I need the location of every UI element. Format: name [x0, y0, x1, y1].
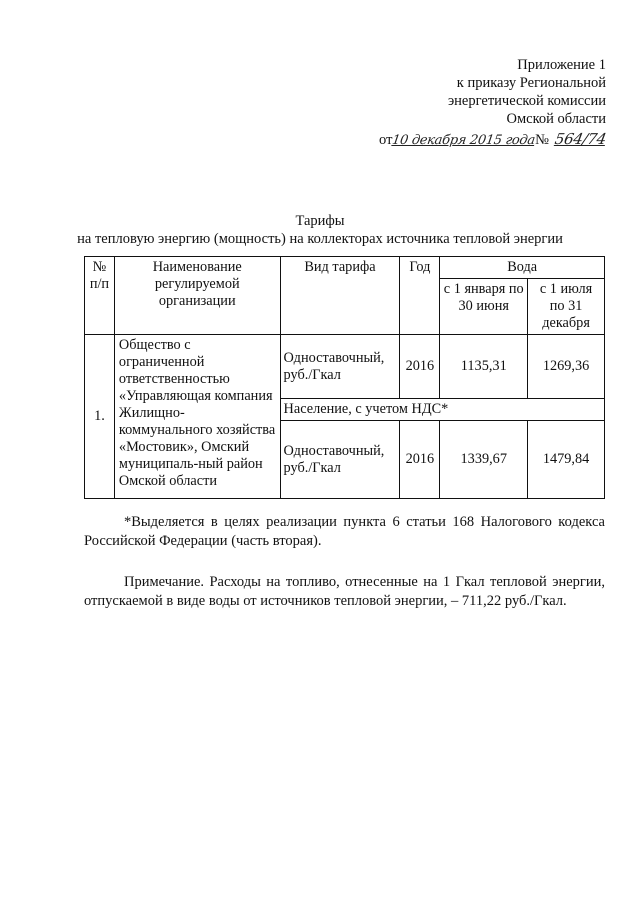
- appendix-line-1: Приложение 1: [517, 57, 606, 73]
- header-kind: Вид тарифа: [280, 257, 400, 335]
- row-org: Общество с ограниченной ответственностью «Управляющая компания Жилищно-коммунального хозяйства «Мостовик», Омский муниципаль-ный район Омской области: [114, 335, 280, 499]
- number-label: №: [535, 132, 550, 148]
- document-title: [0, 212, 640, 248]
- notes-block: [84, 513, 605, 623]
- appendix-line-4: Омской области: [506, 111, 606, 127]
- population-note: Население, с учетом НДС*: [280, 399, 604, 421]
- tariff-1-kind: Одноставочный, руб./Гкал: [280, 335, 400, 399]
- header-year: Год: [400, 257, 440, 335]
- tariff-1-period-2: 1269,36: [528, 335, 605, 399]
- handwritten-date: 10 декабря 2015 года: [391, 133, 537, 148]
- appendix-line-3: энергетической комиссии: [447, 93, 606, 109]
- tariff-1-year: 2016: [400, 335, 440, 399]
- title-line-2: на тепловую энергию (мощность) на коллекторах источника тепловой энергии: [77, 231, 563, 247]
- footnote: *Выделяется в целях реализации пункта 6 статьи 168 Налогового кодекса Российской Федерации (часть вторая).: [84, 514, 605, 549]
- note: Примечание. Расходы на топливо, отнесенные на 1 Гкал тепловой энергии, отпускаемой в виде воды от источников тепловой энергии, – 711,22 руб./Гкал.: [84, 574, 605, 609]
- from-label: от: [379, 132, 393, 148]
- tariff-2-year: 2016: [400, 421, 440, 499]
- appendix-line-2: к приказу Региональной: [456, 75, 606, 91]
- table-row: [85, 335, 605, 399]
- appendix-block: [356, 56, 606, 152]
- tariff-1-period-1: 1135,31: [440, 335, 528, 399]
- header-period-1: с 1 января по 30 июня: [440, 279, 528, 335]
- tariff-table: [84, 256, 605, 499]
- header-period-2: с 1 июля по 31 декабря: [528, 279, 605, 335]
- title-line-1: Тарифы: [295, 213, 345, 229]
- order-reference: [356, 130, 606, 152]
- header-org: Наименование регулируемой организации: [114, 257, 280, 335]
- tariff-2-period-2: 1479,84: [528, 421, 605, 499]
- table-header-row: [85, 257, 605, 279]
- header-num: № п/п: [85, 257, 115, 335]
- tariff-2-kind: Одноставочный, руб./Гкал: [280, 421, 400, 499]
- handwritten-number: 564/74: [553, 130, 608, 148]
- header-water: Вода: [440, 257, 605, 279]
- tariff-2-period-1: 1339,67: [440, 421, 528, 499]
- row-num: 1.: [85, 335, 115, 499]
